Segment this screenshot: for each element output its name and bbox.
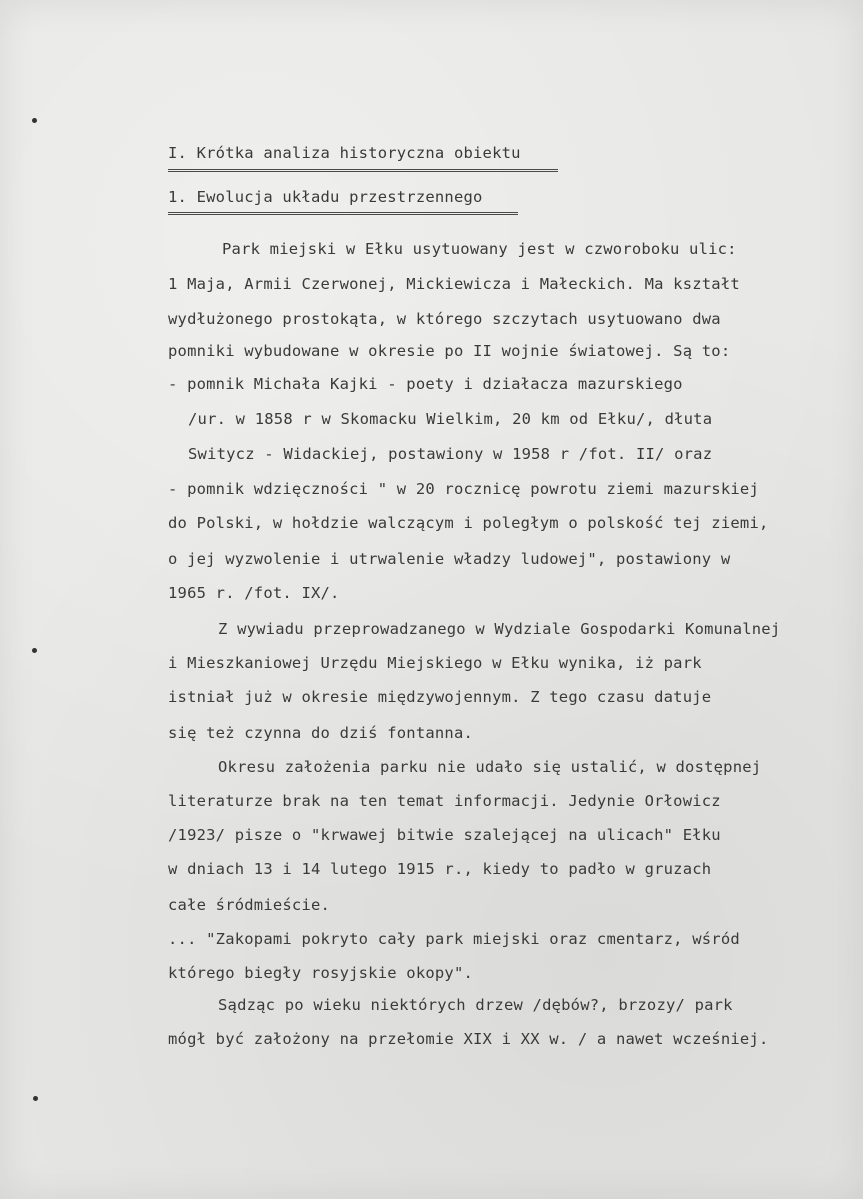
text-line: Sądząc po wieku niektórych drzew /dębów?, brzozy/ park: [218, 996, 733, 1014]
punch-hole-middle: [32, 648, 37, 653]
text-line: 1965 r. /fot. IX/.: [168, 584, 340, 602]
text-line: pomniki wybudowane w okresie po II wojnie światowej. Są to:: [168, 342, 731, 360]
text-line: Z wywiadu przeprowadzanego w Wydziale Gospodarki Komunalnej: [218, 620, 781, 638]
text-line: Park miejski w Ełku usytuowany jest w czworoboku ulic:: [222, 240, 737, 258]
text-line: /ur. w 1858 r w Skomacku Wielkim, 20 km od Ełku/, dłuta: [188, 410, 713, 428]
text-line: /1923/ pisze o "krwawej bitwie szalejącej na ulicach" Ełku: [168, 826, 721, 844]
text-line: którego biegły rosyjskie okopy".: [168, 964, 474, 982]
text-line: - pomnik wdzięczności " w 20 rocznicę powrotu ziemi mazurskiej: [168, 480, 759, 498]
text-line: 1 Maja, Armii Czerwonej, Mickiewicza i Małeckich. Ma kształt: [168, 275, 740, 293]
text-line: literaturze brak na ten temat informacji. Jedynie Orłowicz: [168, 792, 721, 810]
text-line: całe śródmieście.: [168, 896, 331, 914]
punch-hole-bottom: [33, 1096, 38, 1101]
text-line: wydłużonego prostokąta, w którego szczytach usytuowano dwa: [168, 310, 721, 328]
text-line: o jej wyzwolenie i utrwalenie władzy ludowej", postawiony w: [168, 550, 731, 568]
subheading-underline: [168, 212, 518, 215]
text-line: mógł być założony na przełomie XIX i XX w. / a nawet wcześniej.: [168, 1030, 769, 1048]
text-line: - pomnik Michała Kajki - poety i działacza mazurskiego: [168, 375, 683, 393]
text-line: istniał już w okresie międzywojennym. Z tego czasu datuje: [168, 688, 712, 706]
text-line: i Mieszkaniowej Urzędu Miejskiego w Ełku wynika, iż park: [168, 654, 702, 672]
subsection-heading: 1. Ewolucja układu przestrzennego: [168, 188, 483, 206]
text-line: Okresu założenia parku nie udało się ustalić, w dostępnej: [218, 758, 762, 776]
heading-underline: [168, 169, 558, 172]
text-line: się też czynna do dziś fontanna.: [168, 724, 474, 742]
text-line: Switycz - Widackiej, postawiony w 1958 r /fot. II/ oraz: [188, 445, 713, 463]
text-line: ... "Zakopami pokryto cały park miejski oraz cmentarz, wśród: [168, 930, 740, 948]
punch-hole-top: [32, 118, 37, 123]
section-heading: I. Krótka analiza historyczna obiektu: [168, 144, 521, 162]
text-line: do Polski, w hołdzie walczącym i poległym o polskość tej ziemi,: [168, 514, 769, 532]
text-line: w dniach 13 i 14 lutego 1915 r., kiedy to padło w gruzach: [168, 860, 712, 878]
